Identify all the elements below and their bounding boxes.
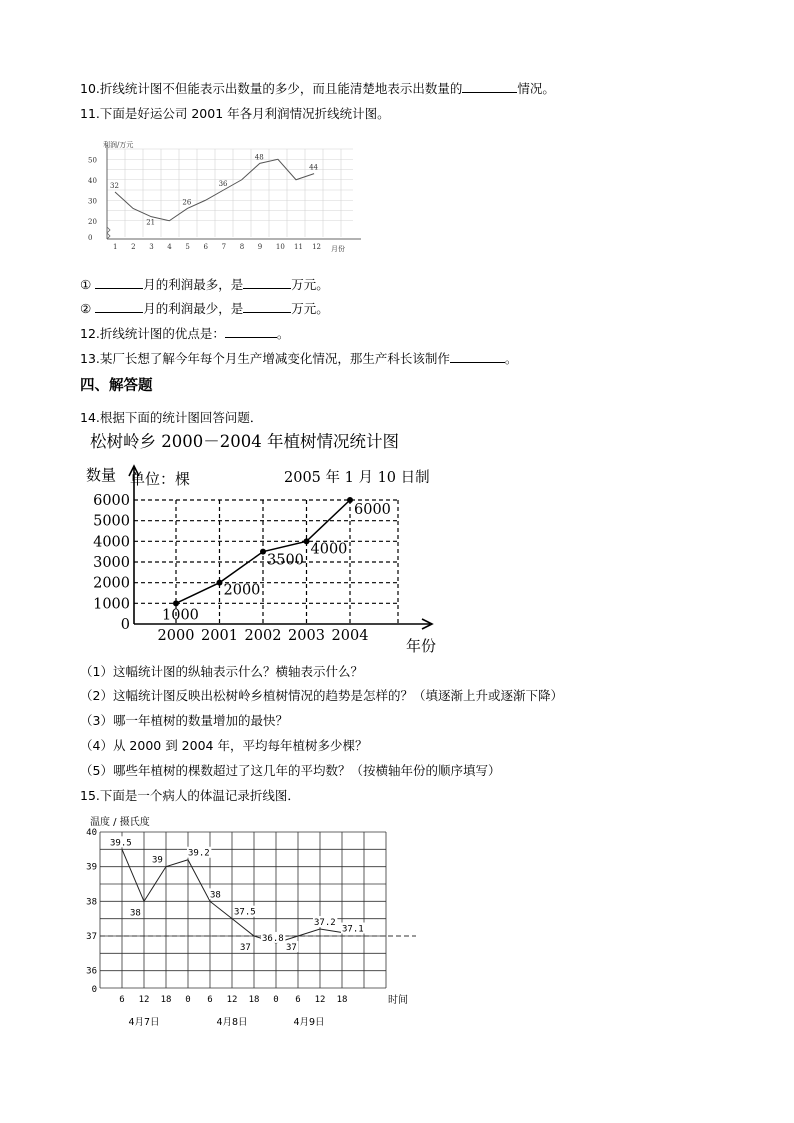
tree-planting-chart (80, 428, 455, 660)
temp-data-label: 37 (240, 943, 251, 953)
sub1-end: 万元。 (291, 277, 329, 292)
temp-chart-xlabel: 时间 (388, 995, 408, 1006)
temp-day-label: 4月8日 (216, 1017, 248, 1028)
temp-y-tick: 0 (91, 985, 97, 995)
q10-text-end: 情况。 (517, 81, 555, 96)
sub2-number: ② (80, 301, 92, 316)
profit-x-tick: 3 (149, 243, 154, 251)
sub1-number: ① (80, 277, 92, 292)
tree-x-tick: 2002 (244, 628, 282, 644)
profit-x-tick: 8 (239, 243, 245, 251)
tree-data-label: 3500 (267, 552, 304, 569)
temp-data-label: 38 (210, 890, 221, 901)
profit-data-label: 26 (182, 198, 192, 207)
tree-y-tick: 6000 (93, 493, 130, 509)
profit-x-tick: 6 (203, 243, 208, 251)
temp-x-tick: 18 (248, 995, 260, 1005)
profit-x-tick: 4 (167, 243, 172, 251)
question-11-sub2 (80, 300, 329, 317)
temp-y-tick: 40 (86, 828, 97, 838)
temp-y-tick: 36 (86, 966, 97, 977)
tree-y-tick: 5000 (93, 513, 130, 530)
tree-y-tick: 4000 (93, 534, 130, 551)
temp-data-label: 37.5 (234, 907, 256, 918)
sub1-value-blank[interactable] (243, 276, 291, 289)
tree-data-point (217, 580, 223, 586)
q10-text: 10.折线统计图不但能表示出数量的多少，而且能清楚地表示出数量的 (80, 81, 463, 96)
sub1-text: 月的利润最多，是 (143, 277, 244, 292)
temp-x-tick: 12 (226, 995, 238, 1005)
tree-data-point (304, 538, 310, 544)
temp-data-label: 39.2 (188, 848, 210, 859)
profit-x-tick: 9 (257, 243, 263, 251)
question-11-title: 11.下面是好运公司 2001 年各月利润情况折线统计图。 (80, 106, 390, 121)
temp-x-tick: 6 (207, 995, 213, 1005)
q12-text: 12.折线统计图的优点是： (80, 326, 225, 341)
question-10 (80, 80, 555, 97)
profit-x-tick: 2 (131, 243, 136, 251)
question-15-intro: 15.下面是一个病人的体温记录折线图． (80, 788, 300, 803)
profit-x-tick: 5 (185, 243, 190, 251)
temp-chart-day-labels (128, 1017, 324, 1028)
temp-x-tick: 0 (185, 995, 191, 1005)
sub2-month-blank[interactable] (95, 300, 143, 313)
temp-x-tick: 18 (160, 995, 172, 1005)
temp-data-label: 37 (286, 943, 297, 953)
q13-text: 13.某厂长想了解今年每个月生产增减变化情况，那生产科长该制作 (80, 351, 450, 366)
tree-chart-y-ticks (93, 493, 130, 633)
temp-data-label: 37.2 (314, 918, 336, 929)
temp-y-tick: 37 (86, 932, 97, 942)
profit-y-tick: 30 (88, 197, 97, 206)
section-4-heading: 四、解答题 (80, 378, 153, 394)
sub1-month-blank[interactable] (95, 276, 143, 289)
temp-y-tick: 39 (86, 862, 97, 873)
profit-data-label: 44 (309, 163, 319, 172)
profit-x-tick: 1 (113, 243, 118, 251)
profit-x-tick: 10 (275, 243, 285, 251)
tree-chart-date: 2005 年 1 月 10 日制 (284, 470, 430, 486)
q12-end: 。 (276, 326, 290, 341)
question-14-item: （1）这幅统计图的纵轴表示什么？横轴表示什么？ (80, 664, 363, 679)
temp-day-label: 4月9日 (293, 1017, 325, 1028)
temperature-chart (80, 810, 425, 1032)
question-14-item: （4）从 2000 到 2004 年，平均每年植树多少棵？ (80, 738, 368, 753)
temp-x-tick: 0 (273, 995, 279, 1005)
tree-data-point (260, 549, 266, 555)
tree-y-tick: 1000 (93, 596, 130, 613)
profit-x-tick: 11 (294, 243, 303, 251)
profit-x-tick: 12 (312, 243, 322, 251)
tree-chart-xlabel: 年份 (406, 637, 437, 655)
temp-x-tick: 6 (295, 995, 301, 1005)
profit-chart-x-ticks (113, 243, 321, 251)
tree-x-tick: 2003 (288, 628, 325, 644)
tree-chart-ylabel: 数量 (86, 466, 117, 484)
tree-x-tick: 2000 (157, 628, 195, 644)
question-14-item: （5）哪些年植树的棵数超过了这几年的平均数？（按横轴年份的顺序填写） (80, 763, 501, 778)
temp-data-label: 37.1 (342, 924, 364, 935)
question-14-intro: 14.根据下面的统计图回答问题． (80, 410, 263, 425)
temp-data-label: 38 (130, 908, 141, 919)
question-14-item: （2）这幅统计图反映出松树岭乡植树情况的趋势是怎样的？（填逐渐上升或逐渐下降） (80, 688, 563, 703)
tree-y-tick: 2000 (93, 575, 130, 592)
tree-chart-grid (134, 500, 398, 624)
profit-y-tick: 40 (88, 176, 97, 185)
q13-blank[interactable] (450, 350, 505, 363)
profit-line-chart (85, 137, 365, 255)
tree-x-tick: 2001 (201, 628, 238, 644)
profit-y-tick: 50 (88, 156, 97, 165)
sub2-text: 月的利润最少，是 (143, 301, 244, 316)
question-13 (80, 350, 517, 367)
profit-chart-ylabel: 利润/万元 (103, 141, 134, 149)
tree-y-tick: 3000 (93, 555, 130, 571)
profit-data-label: 21 (146, 218, 156, 227)
tree-data-point (347, 497, 353, 503)
profit-chart-y-ticks (88, 156, 97, 242)
question-11-sub1 (80, 276, 329, 293)
temp-day-label: 4月7日 (128, 1017, 160, 1028)
temp-x-tick: 12 (314, 995, 326, 1005)
profit-y-tick: 20 (88, 217, 97, 226)
q12-blank[interactable] (225, 325, 277, 338)
temp-chart-ylabel: 温度 / 摄氏度 (90, 817, 150, 828)
profit-x-tick: 7 (221, 243, 227, 251)
tree-data-label: 6000 (354, 502, 391, 518)
profit-data-label: 32 (110, 182, 119, 191)
q13-end: 。 (504, 351, 518, 366)
tree-data-point (173, 600, 179, 606)
temp-data-label: 39.5 (110, 838, 132, 849)
tree-chart-title: 松树岭乡 2000－2004 年植树情况统计图 (90, 432, 399, 451)
question-12 (80, 325, 289, 342)
sub2-end: 万元。 (291, 301, 329, 316)
tree-data-label: 1000 (162, 607, 199, 624)
temp-data-label: 39 (152, 855, 163, 866)
temp-y-tick: 38 (86, 897, 97, 908)
temp-chart-x-ticks (119, 995, 347, 1005)
profit-chart-xlabel: 月份 (331, 245, 345, 253)
temp-chart-y-ticks (86, 828, 97, 995)
temp-x-tick: 12 (138, 995, 150, 1005)
question-14-item: （3）哪一年植树的数量增加的最快？ (80, 713, 288, 728)
profit-y-tick: 0 (88, 234, 93, 242)
tree-data-label: 2000 (223, 582, 261, 599)
tree-chart-x-ticks (158, 628, 369, 644)
q10-blank[interactable] (462, 80, 517, 93)
profit-chart-grid (107, 149, 353, 237)
tree-chart-unit: 单位：棵 (130, 470, 191, 488)
tree-y-tick: 0 (120, 617, 130, 633)
sub2-value-blank[interactable] (243, 300, 291, 313)
tree-data-label: 4000 (310, 541, 348, 558)
temp-x-tick: 18 (336, 995, 348, 1005)
profit-data-label: 48 (254, 153, 264, 162)
temp-data-label: 36.8 (262, 933, 284, 944)
temp-x-tick: 6 (119, 995, 125, 1005)
profit-data-label: 36 (218, 180, 228, 188)
tree-x-tick: 2004 (331, 628, 369, 644)
